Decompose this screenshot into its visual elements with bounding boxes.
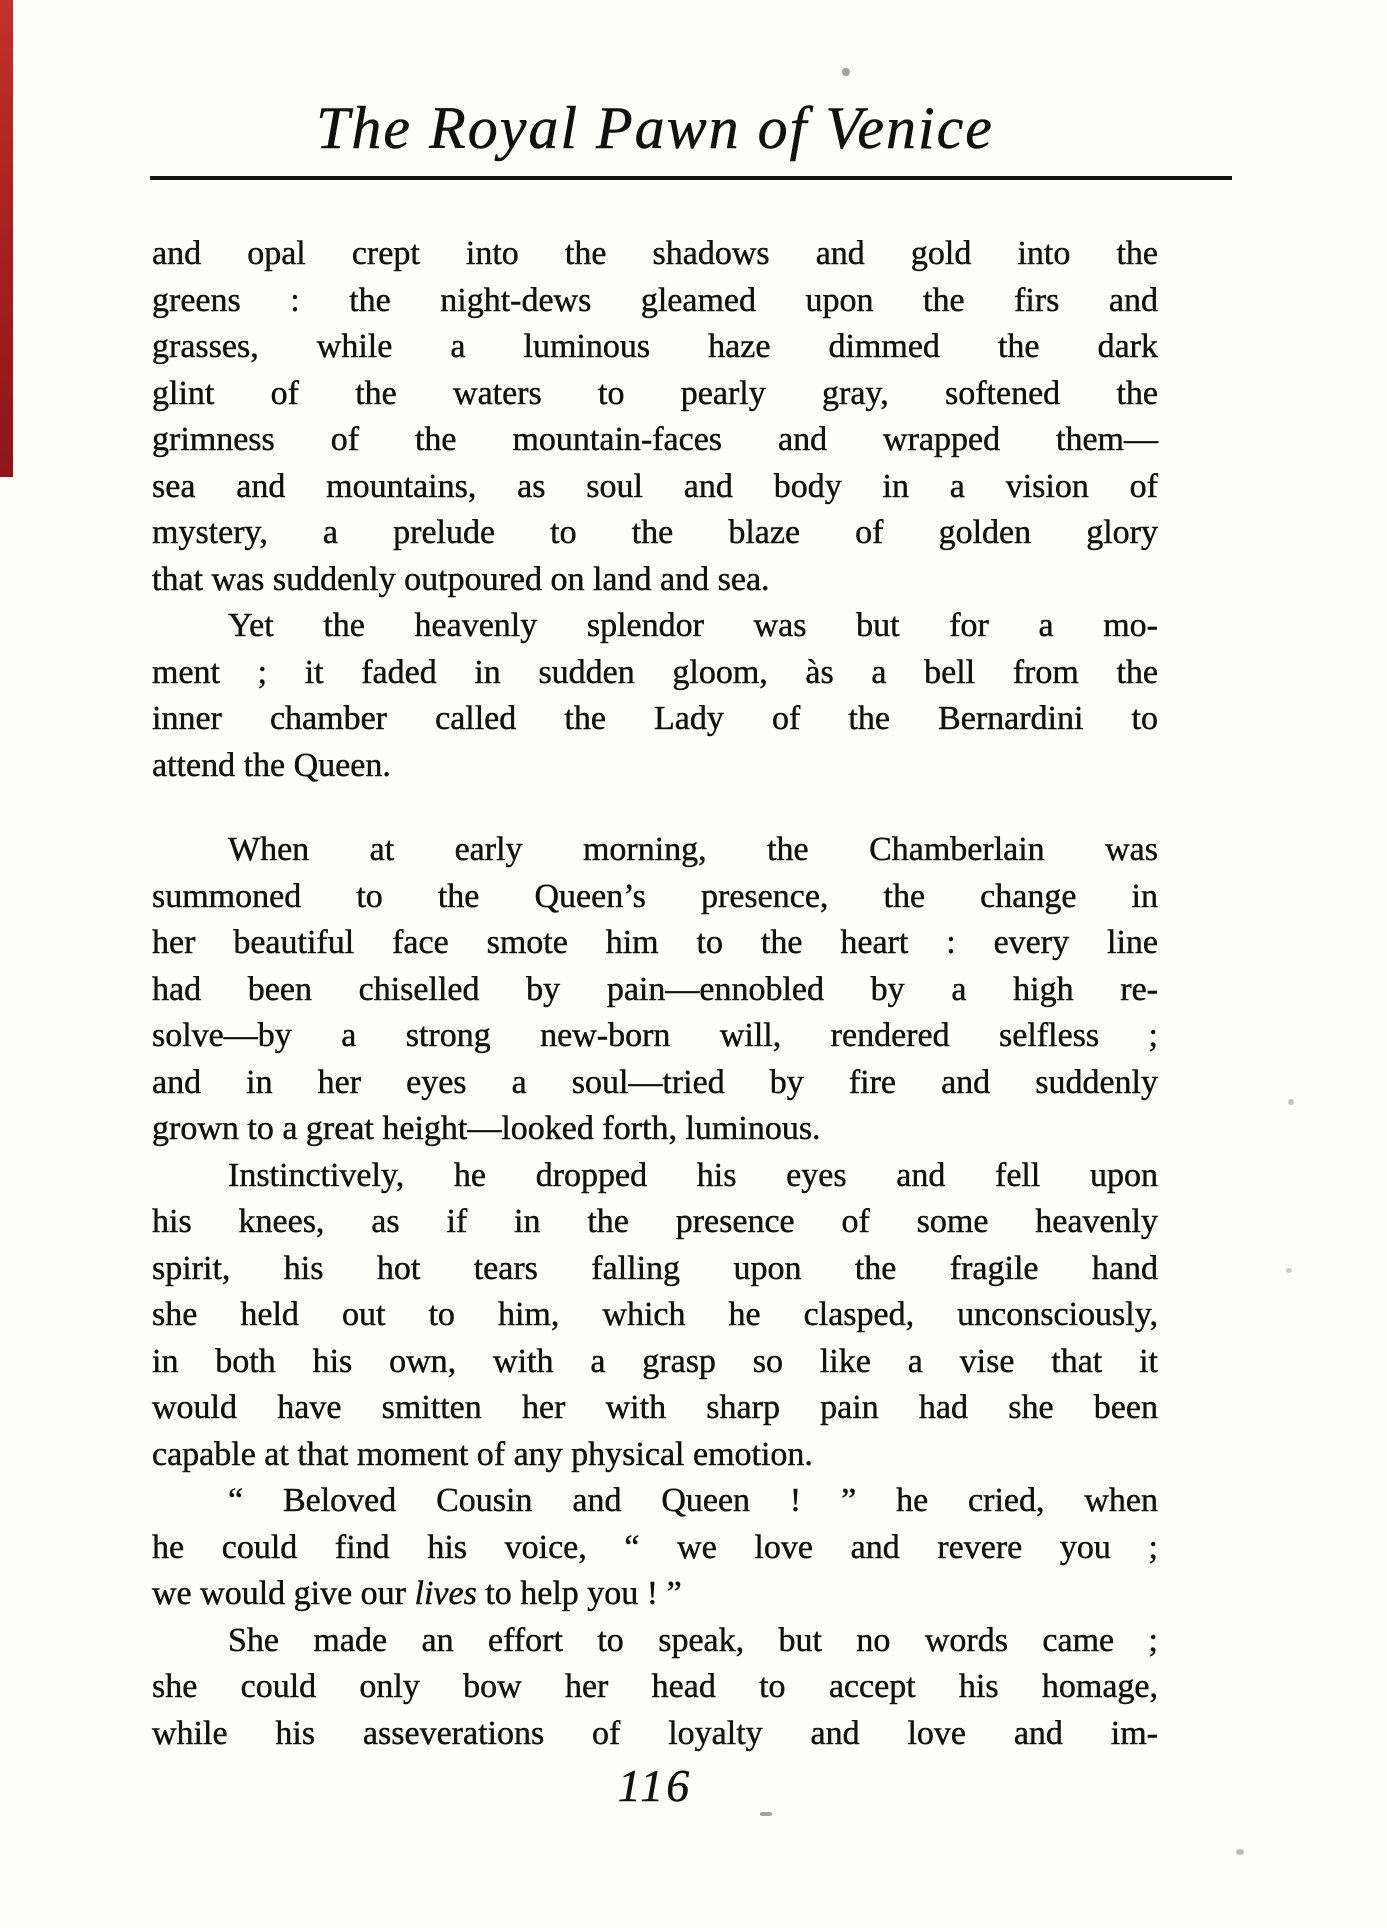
- text-line: “ Beloved Cousin and Queen ! ” he cried, when: [228, 1482, 1158, 1519]
- scan-speck: [1286, 1268, 1292, 1273]
- text-line: would have smitten her with sharp pain had she been: [152, 1389, 1158, 1426]
- text-line: had been chiselled by pain—ennobled by a high re-: [152, 970, 1158, 1008]
- text-line: his knees, as if in the presence of some heavenly: [152, 1203, 1158, 1240]
- text-line: glint of the waters to pearly gray, softened the: [152, 374, 1158, 412]
- scan-speck: [760, 1812, 772, 1816]
- text-segment: we would give our: [152, 1575, 415, 1612]
- text-line: sea and mountains, as soul and body in a vision of: [152, 467, 1158, 505]
- text-line: mystery, a prelude to the blaze of golden glory: [152, 514, 1158, 551]
- text-line: grown to a great height—looked forth, luminous.: [152, 1110, 821, 1147]
- text-line: and in her eyes a soul—tried by fire and suddenly: [152, 1063, 1158, 1101]
- text-line: and opal crept into the shadows and gold into the: [152, 235, 1158, 272]
- header-rule: [150, 176, 1232, 180]
- text-line: Yet the heavenly splendor was but for a mo-: [228, 607, 1158, 644]
- scan-speck: [1288, 1099, 1294, 1105]
- text-line: greens : the night-dews gleamed upon the firs and: [152, 281, 1158, 319]
- text-line: her beautiful face smote him to the heart : every line: [152, 924, 1158, 961]
- text-line: in both his own, with a grasp so like a vise that it: [152, 1342, 1158, 1380]
- scan-speck: [842, 68, 850, 76]
- text-line: summoned to the Queen’s presence, the change in: [152, 877, 1158, 915]
- scan-speck: [1236, 1849, 1244, 1855]
- page-title: The Royal Pawn of Venice: [316, 95, 994, 161]
- text-segment: to help you ! ”: [476, 1575, 682, 1612]
- text-line: grimness of the mountain-faces and wrapped them—: [152, 421, 1158, 458]
- text-line: capable at that moment of any physical emotion.: [152, 1435, 813, 1473]
- text-line: [152, 1571, 1158, 1618]
- text-line: that was suddenly outpoured on land and sea.: [152, 560, 770, 598]
- text-line: attend the Queen.: [152, 746, 391, 784]
- text-line: while his asseverations of loyalty and love and im-: [152, 1714, 1158, 1752]
- text-line: solve—by a strong new-born will, rendered selfless ;: [152, 1017, 1158, 1054]
- text-line: she could only bow her head to accept his homage,: [152, 1668, 1158, 1705]
- page-number: 116: [617, 1760, 693, 1811]
- text-line: she held out to him, which he clasped, unconsciously,: [152, 1296, 1158, 1333]
- section-gap: [152, 789, 1158, 827]
- text-line: grasses, while a luminous haze dimmed the dark: [152, 328, 1158, 365]
- text-line: She made an effort to speak, but no words came ;: [228, 1621, 1158, 1659]
- text-block: [152, 231, 1158, 1757]
- scan-gutter-stripe: [0, 0, 13, 477]
- text-line: Instinctively, he dropped his eyes and fell upon: [228, 1156, 1158, 1194]
- text-line: When at early morning, the Chamberlain was: [228, 831, 1158, 868]
- italic-word: lives: [414, 1575, 477, 1612]
- text-line: he could find his voice, “ we love and revere you ;: [152, 1528, 1158, 1566]
- text-line: ment ; it faded in sudden gloom, às a bell from the: [152, 653, 1158, 691]
- text-line: inner chamber called the Lady of the Bernardini to: [152, 700, 1158, 737]
- text-line: spirit, his hot tears falling upon the fragile hand: [152, 1249, 1158, 1287]
